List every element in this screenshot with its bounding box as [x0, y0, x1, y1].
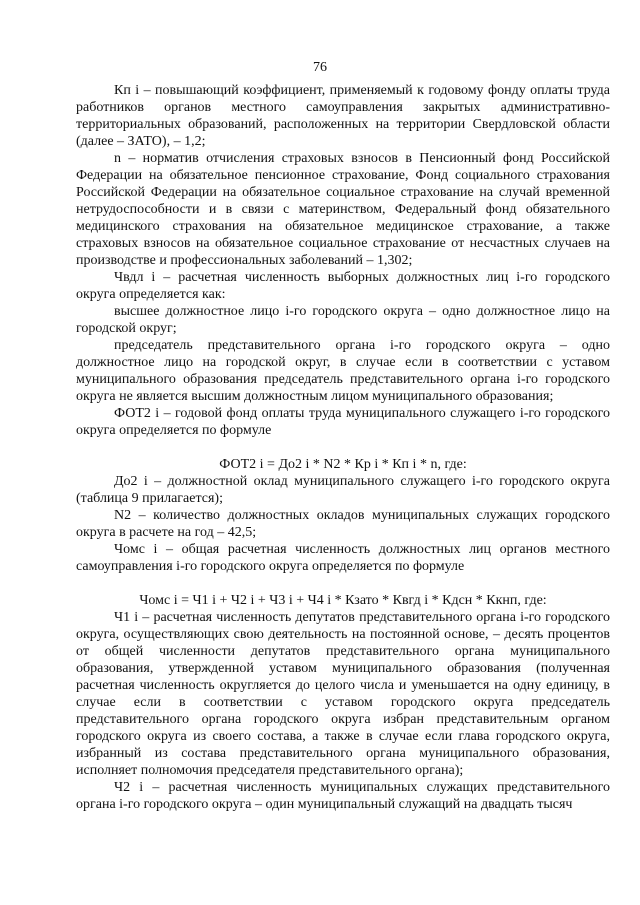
- page-number: 76: [313, 60, 327, 75]
- paragraph-fot2-definition: ФОТ2 i – годовой фонд оплаты труда муниципального служащего i-го городского округа определяется по формуле: [76, 406, 610, 438]
- formula-fot2: ФОТ2 i = До2 i * N2 * Кр i * Кп i * n, где:: [219, 457, 467, 472]
- document-body: [76, 82, 610, 813]
- paragraph-choms-definition: Чомс i – общая расчетная численность должностных лиц органов местного самоуправления i-го городского округа определяется по формуле: [76, 542, 610, 574]
- paragraph-ch2: Ч2 i – расчетная численность муниципальных служащих представительного органа i-го городского округа – один муниципальный служащий на двадцать тысяч: [76, 780, 610, 812]
- paragraph-elected-officials: Чвдл i – расчетная численность выборных должностных лиц i-го городского округа определяется как:: [76, 270, 610, 302]
- paragraph-ch1: Ч1 i – расчетная численность депутатов представительного органа i-го городского округа, осуществляющих свою деятельность на постоянной основе, – десять процентов от общей численности депутатов представительного органа муниципального образования, утвержденной уставом муниципального образования (полученная расчетная численность округляется до целого числа и уменьшается на одну единицу, в случае если в соответствии с уставом городского округа председатель представительного органа городского округа избран представительным органом городского округа из своего состава, а также в случае если глава городского округа, избранный из состава представительного органа муниципального образования, исполняет полномочия председателя представительного органа);: [76, 610, 610, 778]
- spacer: [76, 575, 610, 592]
- paragraph-do2: До2 i – должностной оклад муниципального служащего i-го городского округа (таблица 9 прилагается);: [76, 474, 610, 506]
- spacer: [76, 439, 610, 456]
- paragraph-kp-coefficient: Кп i – повышающий коэффициент, применяемый к годовому фонду оплаты труда работников органов местного самоуправления закрытых административно-территориальных образований, расположенных на территории Свердловской области (далее – ЗАТО), – 1,2;: [76, 83, 610, 149]
- formula-choms: Чомс i = Ч1 i + Ч2 i + Ч3 i + Ч4 i * Кзато * Квгд i * Кдсн * Ккнп, где:: [139, 593, 547, 608]
- paragraph-insurance-rate: n – норматив отчисления страховых взносов в Пенсионный фонд Российской Федерации на обязательное пенсионное страхование, Фонд социального страхования Российской Федерации на обязательное социальное страхование на случай временной нетрудоспособности и в связи с материнством, Федеральный фонд обязательного медицинского страхования на обязательное медицинское страхование, а также страховых взносов на обязательное социальное страхование от несчастных случаев на производстве и профессиональных заболеваний – 1,302;: [76, 151, 610, 268]
- paragraph-n2: N2 – количество должностных окладов муниципальных служащих городского округа в расчете на год – 42,5;: [76, 508, 610, 540]
- paragraph-highest-official: высшее должностное лицо i-го городского округа – одно должностное лицо на городской округ;: [76, 304, 610, 336]
- paragraph-chairman: председатель представительного органа i-го городского округа – одно должностное лицо на городской округ, в случае если в соответствии с уставом муниципального образования председатель представительного органа i-го городского округа не является высшим должностным лицом муниципального образования;: [76, 338, 610, 404]
